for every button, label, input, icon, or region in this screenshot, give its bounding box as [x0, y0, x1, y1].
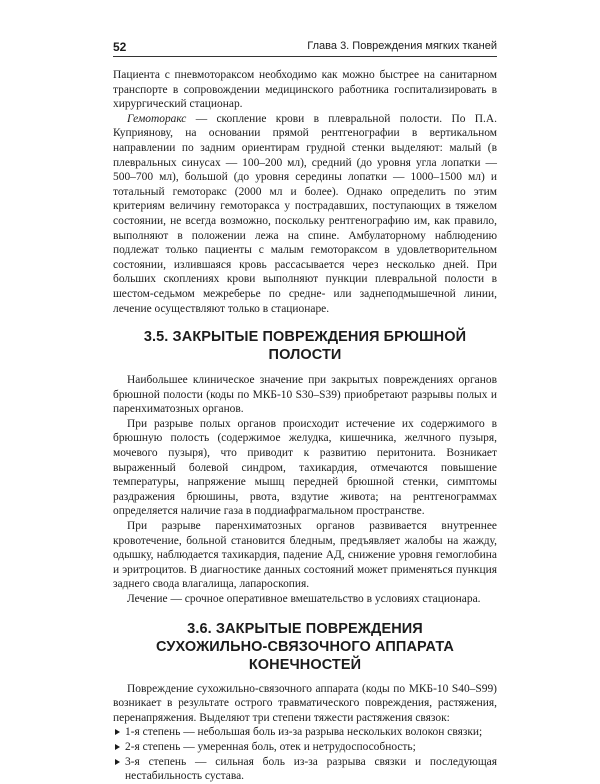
- paragraph-pneumothorax-transport: Пациента с пневмотораксом необходимо как можно быстрее на санитарном транспорте в сопровождении медицинского работника госпитализировать в хирургический стационар.: [113, 69, 497, 111]
- bullet-triangle-icon: [115, 729, 120, 735]
- paragraph-hollow-organs: При разрыве полых органов происходит истечение их содержимого в брюшную полость (содержимое желудка, кишечника, желчного пузыря, мочевого пузыря), что приводит к развитию перитонита. Возникает выраженный болевой синдром, тахикардия, отмечаются повышение температуры, напряжение мышц передней брюшной стенки, симптомы раздражения брюшины, рвота, вздутие живота; на рентгенограммах определяется наличие газа в поддиафрагмальном пространстве.: [113, 417, 497, 518]
- list-item: [113, 725, 497, 740]
- running-header: [113, 36, 497, 57]
- paragraph-abdominal-intro: Наибольшее клиническое значение при закрытых повреждениях органов брюшной полости (коды по МКБ-10 S30–S39) приобретают разрывы полых и паренхиматозных органов.: [113, 374, 497, 416]
- chapter-title: Глава 3. Повреждения мягких тканей: [307, 40, 497, 52]
- paragraph-hemothorax-text: — скопление крови в плевральной полости. По П.А. Куприянову, на основании прямой рентгенографии в вертикальном направлении по задним ориентирам грудной стенки выделяют: малый (в плевральных синусах — 100–200 мл), средний (до уровня угла лопатки — 500–700 мл), большой (до уровня середины лопатки — 1000–1500 мл) и тотальный гемоторакс (2000 мл и более). Однако определить по этим критериям величину гемоторакса у пострадавших, поступающих в тяжелом состоянии, не всегда возможно, поскольку рентгенографию им, как правило, выполняют в положении лежа на спине. Амбулаторному наблюдению подлежат только пациенты с малым гемотораксом в удовлетворительном состоянии, излившаяся кровь рассасывается через несколько дней. При больших скоплениях крови выполняют пункции плевральной полости в шестом-седьмом межреберье по средне- или заднеподмышечной линии, лечение осуществляют только в стационаре.: [113, 112, 497, 315]
- section-heading-3-6: [113, 620, 497, 674]
- paragraph-hemothorax: [113, 112, 497, 316]
- page-body: [113, 68, 497, 784]
- section-heading-3-5: 3.5. ЗАКРЫТЫЕ ПОВРЕЖДЕНИЯ БРЮШНОЙ ПОЛОСТИ: [143, 329, 467, 364]
- severity-list: [113, 725, 497, 783]
- list-item-text: 1-я степень — небольшая боль из-за разрыва нескольких волокон связки;: [125, 726, 483, 739]
- list-item-text: 3-я степень — сильная боль из-за разрыва связки и последующая нестабильность сустава.: [125, 755, 497, 783]
- paragraph-parenchymal-organs: При разрыве паренхиматозных органов развивается внутреннее кровотечение, больной становится бледным, предъявляет жалобы на жажду, одышку, наблюдается тахикардия, падение АД, снижение уровня гемоглобина и эритроцитов. В диагностике данных состояний может применяться пункция заднего свода влагалища, лапароскопия.: [113, 520, 497, 591]
- bullet-triangle-icon: [115, 759, 120, 765]
- term-hemothorax: Гемоторакс: [127, 112, 187, 125]
- page-number: 52: [113, 40, 127, 54]
- paragraph-treatment: Лечение — срочное оперативное вмешательство в условиях стационара.: [127, 593, 481, 605]
- paragraph-ligament-intro: Повреждение сухожильно-связочного аппарата (коды по МКБ-10 S40–S99) возникает в результате острого травматического повреждения, растяжения, перенапряжения. Выделяют три степени тяжести растяжения связок:: [113, 682, 497, 724]
- section-heading-3-6-line2: СУХОЖИЛЬНО-СВЯЗОЧНОГО АППАРАТА КОНЕЧНОСТЕЙ: [156, 638, 454, 673]
- section-heading-3-6-line1: 3.6. ЗАКРЫТЫЕ ПОВРЕЖДЕНИЯ: [187, 620, 423, 637]
- bullet-triangle-icon: [115, 744, 120, 750]
- list-item: [113, 740, 497, 755]
- list-item-text: 2-я степень — умеренная боль, отек и нетрудоспособность;: [125, 740, 416, 753]
- list-item: [113, 755, 497, 784]
